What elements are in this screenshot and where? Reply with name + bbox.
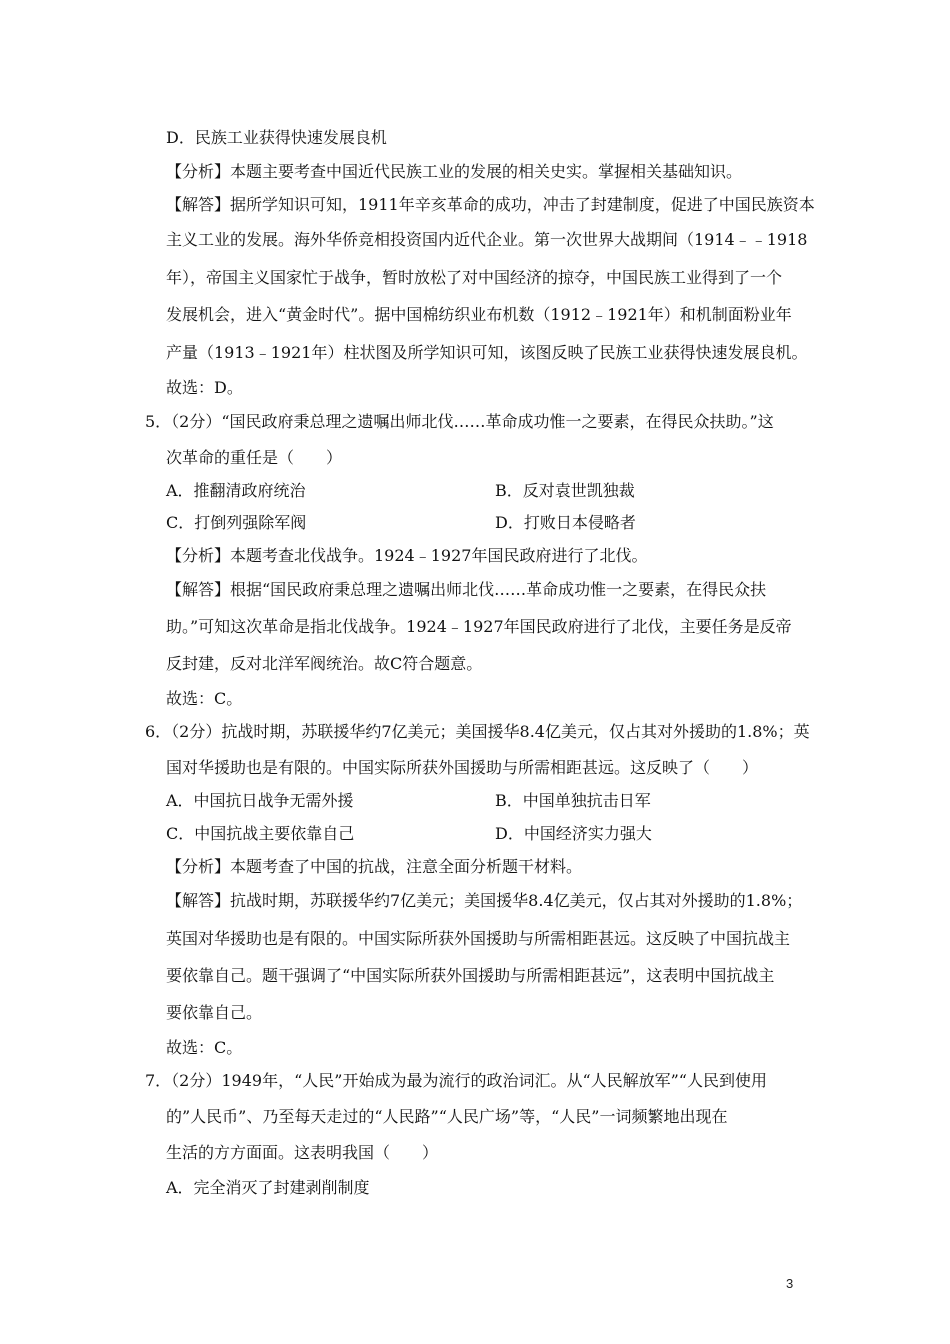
q6-stem: 6．（2分）抗战时期，苏联援华约7亿美元；美国援华8.4亿美元，仅占其对外援助的1.8%；英 (145, 722, 810, 741)
q4-choice: 故选：D。 (166, 378, 243, 397)
q6-option-b: B．中国单独抗击日军 (495, 791, 651, 810)
q7-stem: 的”人民币”、乃至每天走过的“人民路”“人民广场”等，“人民”一词频繁地出现在 (166, 1107, 728, 1126)
q7-option-a: A．完全消灭了封建剥削制度 (166, 1178, 370, 1197)
q5-answer-line: 反封建，反对北洋军阀统治。故C符合题意。 (166, 654, 483, 673)
q6-answer-line: 要依靠自己。 (166, 1003, 263, 1022)
q6-answer-line: 【解答】抗战时期，苏联援华约7亿美元；美国援华8.4亿美元，仅占其对外援助的1.8%； (166, 891, 803, 910)
q5-stem: 5．（2分）“国民政府秉总理之遗嘱出师北伐……革命成功惟一之要素，在得民众扶助。”这 (145, 412, 774, 431)
q5-analysis: 【分析】本题考查北伐战争。1924﹣1927年国民政府进行了北伐。 (166, 546, 648, 565)
q4-analysis: 【分析】本题主要考查中国近代民族工业的发展的相关史实。掌握相关基础知识。 (166, 162, 743, 181)
q6-choice: 故选：C。 (166, 1038, 243, 1057)
q6-answer-line: 英国对华援助也是有限的。中国实际所获外国援助与所需相距甚远。这反映了中国抗战主 (166, 929, 791, 948)
q6-option-a: A．中国抗日战争无需外援 (166, 791, 354, 810)
q5-option-a: A．推翻清政府统治 (166, 481, 306, 500)
q4-option-d: D．民族工业获得快速发展良机 (166, 128, 387, 147)
q7-stem: 生活的方方面面。这表明我国（ ） (166, 1143, 439, 1162)
q5-answer-line: 【解答】根据“国民政府秉总理之遗嘱出师北伐……革命成功惟一之要素，在得民众扶 (166, 580, 767, 599)
page-number: 3 (786, 1276, 794, 1291)
q6-option-c: C．中国抗战主要依靠自己 (166, 824, 355, 843)
q7-stem: 7．（2分）1949年，“人民”开始成为最为流行的政治词汇。从“人民解放军”“人民到使用 (145, 1071, 767, 1090)
q4-answer-line: 【解答】据所学知识可知，1911年辛亥革命的成功，冲击了封建制度，促进了中国民族资本 (166, 195, 815, 214)
q4-answer-line: 主义工业的发展。海外华侨竞相投资国内近代企业。第一次世界大战期间（1914﹣﹣1918 (166, 230, 808, 249)
q6-option-d: D．中国经济实力强大 (495, 824, 652, 843)
q5-choice: 故选：C。 (166, 689, 243, 708)
q6-stem: 国对华援助也是有限的。中国实际所获外国援助与所需相距甚远。这反映了（ ） (166, 758, 759, 777)
q5-option-c: C．打倒列强除军阀 (166, 513, 307, 532)
q5-option-b: B．反对袁世凯独裁 (495, 481, 635, 500)
q5-answer-line: 助。”可知这次革命是指北伐战争。1924﹣1927年国民政府进行了北伐，主要任务是反帝 (166, 617, 792, 636)
q5-stem: 次革命的重任是（ ） (166, 448, 343, 467)
q4-answer-line: 发展机会，进入“黄金时代”。据中国棉纺织业布机数（1912﹣1921年）和机制面粉业年 (166, 305, 792, 324)
q5-option-d: D．打败日本侵略者 (495, 513, 636, 532)
q6-analysis: 【分析】本题考查了中国的抗战，注意全面分析题干材料。 (166, 857, 583, 876)
q6-answer-line: 要依靠自己。题干强调了“中国实际所获外国援助与所需相距甚远”，这表明中国抗战主 (166, 966, 775, 985)
q4-answer-line: 产量（1913﹣1921年）柱状图及所学知识可知，该图反映了民族工业获得快速发展良机。 (166, 343, 808, 362)
q4-answer-line: 年），帝国主义国家忙于战争，暂时放松了对中国经济的掠夺，中国民族工业得到了一个 (166, 268, 783, 287)
